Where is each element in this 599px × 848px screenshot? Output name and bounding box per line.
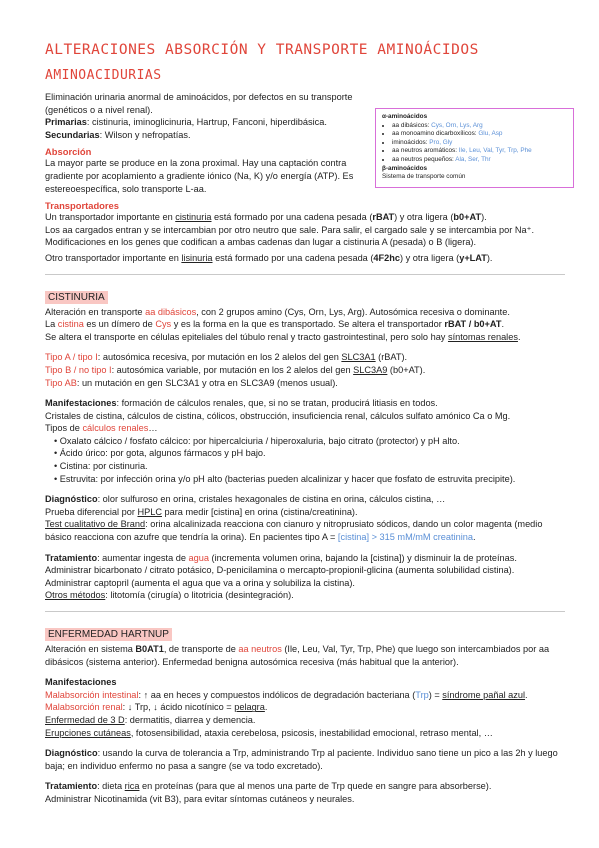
- cistinuria-manifestaciones: Manifestaciones: formación de cálculos renales, que, si no se tratan, producirá litiasis en todos. Cristales de cistina, cálculos de cistina, cólicos, obstrucción, insuficiencia renal, cálculos sulfato amónico Ca o Mg. Tipos de cálculos renales… • Oxalato cálcico / fosfato cálcico: por hipercalciuria / hiperoxaluria, bajo citrato (protector) y pH alto. • Ácido úrico: por gota, algunos fármacos y pH bajo. • Cistina: por cistinuria. • Estruvita: por infección orina y/o pH alto (bacterias pueden alcalinizar y hacer que fosfato de estruvita precipite).: [45, 397, 565, 485]
- tipo-a: Tipo A / tipo I: autosómica recesiva, por mutación en los 2 alelos del gen SLC3A1 (rBAT).: [45, 352, 408, 363]
- absorcion-text: La mayor parte se produce en la zona proximal. Hay una captación contra gradiente por acoplamiento a gradiente iónico (Na, K) y/o energía (ATP). Es estereoespecífica, solo transporte L-aa.: [45, 158, 354, 194]
- list-item: • aa monoamino dicarboxílicos: Glu, Asp: [392, 130, 568, 139]
- aminoacid-info-box: [375, 108, 574, 188]
- cistinuria-l1: Alteración en transporte aa dibásicos, con 2 grupos amino (Cys, Orn, Lys, Arg). Autosómica recesiva o dominante.: [45, 306, 510, 317]
- document-page: [45, 42, 565, 806]
- hartnup-tratamiento: Tratamiento: dieta rica en proteínas (para que al menos una parte de Trp quede en sangre para absorberse). Administrar Nicotinamida (vit B3), para evitar síntomas cutáneos y neurales.: [45, 781, 492, 804]
- intro-block: [45, 91, 363, 195]
- list-item: • aa neutros pequeños: Ala, Ser, Thr: [392, 156, 568, 165]
- alpha-title: α-aminoácidos: [382, 113, 428, 120]
- list-item: • Oxalato cálcico / fosfato cálcico: por hipercalciuria / hiperoxaluria, bajo citrato (protector) y pH alto.: [54, 435, 565, 448]
- intro-secundarias: Secundarias: Wilson y nefropatías.: [45, 129, 191, 140]
- transportadores-p3: Modificaciones en los genes que codifican a ambas cadenas dan lugar a cistinuria A (pesada) o B (ligera).: [45, 237, 477, 248]
- cistinuria-l3: Se altera el transporte en células epiteliales del túbulo renal y tracto gastrointestinal, pero solo hay síntomas renales.: [45, 331, 521, 342]
- transportadores-p2: Los aa cargados entran y se intercambian por otro neutro que sale. Para salir, el cargado sale y se intercambia por Na⁺.: [45, 224, 534, 235]
- calculos-list: [45, 435, 565, 485]
- cistinuria-diagnostico: Diagnóstico: olor sulfuroso en orina, cristales hexagonales de cistina en orina, cálculos cistina, … Prueba diferencial por HPLC para medir [cistina] en orina (cistina/creatinina). Test cualitativo de Brand: orina alcalinizada reacciona con cianuro y nitroprusiato sódicos, dando un color magenta (medio básico reacciona con azufre que tendría la orina). En pacientes tipo A = [cistina] > 315 mM/mM creatinina.: [45, 494, 543, 543]
- divider: [45, 274, 565, 275]
- page-title: ALTERACIONES ABSORCIÓN Y TRANSPORTE AMINOÁCIDOS: [45, 42, 479, 58]
- list-item: • Estruvita: por infección orina y/o pH alto (bacterias pueden alcalinizar y hacer que fosfato de estruvita precipite).: [54, 473, 565, 486]
- cistinuria-heading: CISTINURIA: [45, 291, 108, 304]
- tipo-b: Tipo B / no tipo I: autosómica variable, por mutación en los 2 alelos del gen SLC3A9 (b0+AT).: [45, 364, 426, 375]
- list-item: • aa neutros aromáticos: Ile, Leu, Val, Tyr, Trp, Phe: [392, 147, 568, 156]
- hartnup-diagnostico: Diagnóstico: usando la curva de tolerancia a Trp, administrando Trp al paciente. Individuo sano tiene un pico a las 2h y luego baja; en individuo enfermo no pasa a sangre (se va todo excretado).: [45, 748, 558, 771]
- beta-title: β-aminoácidos: [382, 164, 428, 172]
- transportadores-heading: Transportadores: [45, 200, 119, 212]
- intro-primarias: Primarias: cistinuria, iminoglicinuria, Hartrup, Fanconi, hiperdibásica.: [45, 117, 327, 128]
- tipo-ab: Tipo AB: un mutación en gen SLC3A1 y otra en SLC3A9 (menos usual).: [45, 377, 338, 388]
- hartnup-heading: ENFERMEDAD HARTNUP: [45, 628, 172, 641]
- section-title-aminoacidurias: AMINOACIDURIAS: [45, 68, 162, 83]
- transportadores-p4: Otro transportador importante en lisinuria está formado por una cadena pesada (4F2hc) y otra ligera (y+LAT).: [45, 252, 493, 263]
- divider: [45, 611, 565, 612]
- intro-definition: Eliminación urinaria anormal de aminoácidos, por defectos en su transporte (genéticos o a nivel renal).: [45, 92, 353, 115]
- list-item: • Cistina: por cistinuria.: [54, 460, 565, 473]
- list-item: • Ácido úrico: por gota, algunos fármacos y pH bajo.: [54, 447, 565, 460]
- absorcion-heading: Absorción: [45, 146, 92, 158]
- cistinuria-tratamiento: Tratamiento: aumentar ingesta de agua (incrementa volumen orina, bajando la [cistina]) y disminuir la de proteínas. Administrar bicarbonato / citrato potásico, D-penicilamina o mercapto-propionil-glicina (aumenta solubilidad cistina). Administrar captopril (aumenta el agua que va a orina y solubiliza la cistina). Otros métodos: litotomía (cirugía) o litotricia (desintegración).: [45, 552, 517, 601]
- alpha-list: [382, 122, 568, 165]
- beta-text: Sistema de transporte común: [382, 173, 466, 181]
- transportadores-p1: Un transportador importante en cistinuria está formado por una cadena pesada (rBAT) y otra ligera (b0+AT).: [45, 212, 487, 223]
- hartnup-l1: Alteración en sistema B0AT1, de transporte de aa neutros (Ile, Leu, Val, Tyr, Trp, Phe) que luego son intercambiados por aa dibásicos (sistema anterior). Enfermedad benigna autosómica recesiva (más habitual que la anterior).: [45, 644, 550, 667]
- list-item: • iminoácidos: Pro, Gly: [392, 139, 568, 148]
- hartnup-manifestaciones: Manifestaciones Malabsorción intestinal: ↑ aa en heces y compuestos indólicos de degradación bacteriana (Trp) = síndrome pañal azul. Malabsorción renal: ↓ Trp, ↓ ácido nicotínico = pelagra. Enfermedad de 3 D: dermatitis, diarrea y demencia. Erupciones cutáneas, fotosensibilidad, ataxia cerebelosa, psicosis, inestabilidad emocional, retraso mental, …: [45, 677, 528, 738]
- list-item: • aa dibásicos: Cys, Orn, Lys, Arg: [392, 122, 568, 131]
- cistinuria-tipos: [45, 351, 565, 389]
- cistinuria-l2: La cistina es un dímero de Cys y es la forma en la que es transportado. Se altera el transportador rBAT / b0+AT.: [45, 319, 505, 330]
